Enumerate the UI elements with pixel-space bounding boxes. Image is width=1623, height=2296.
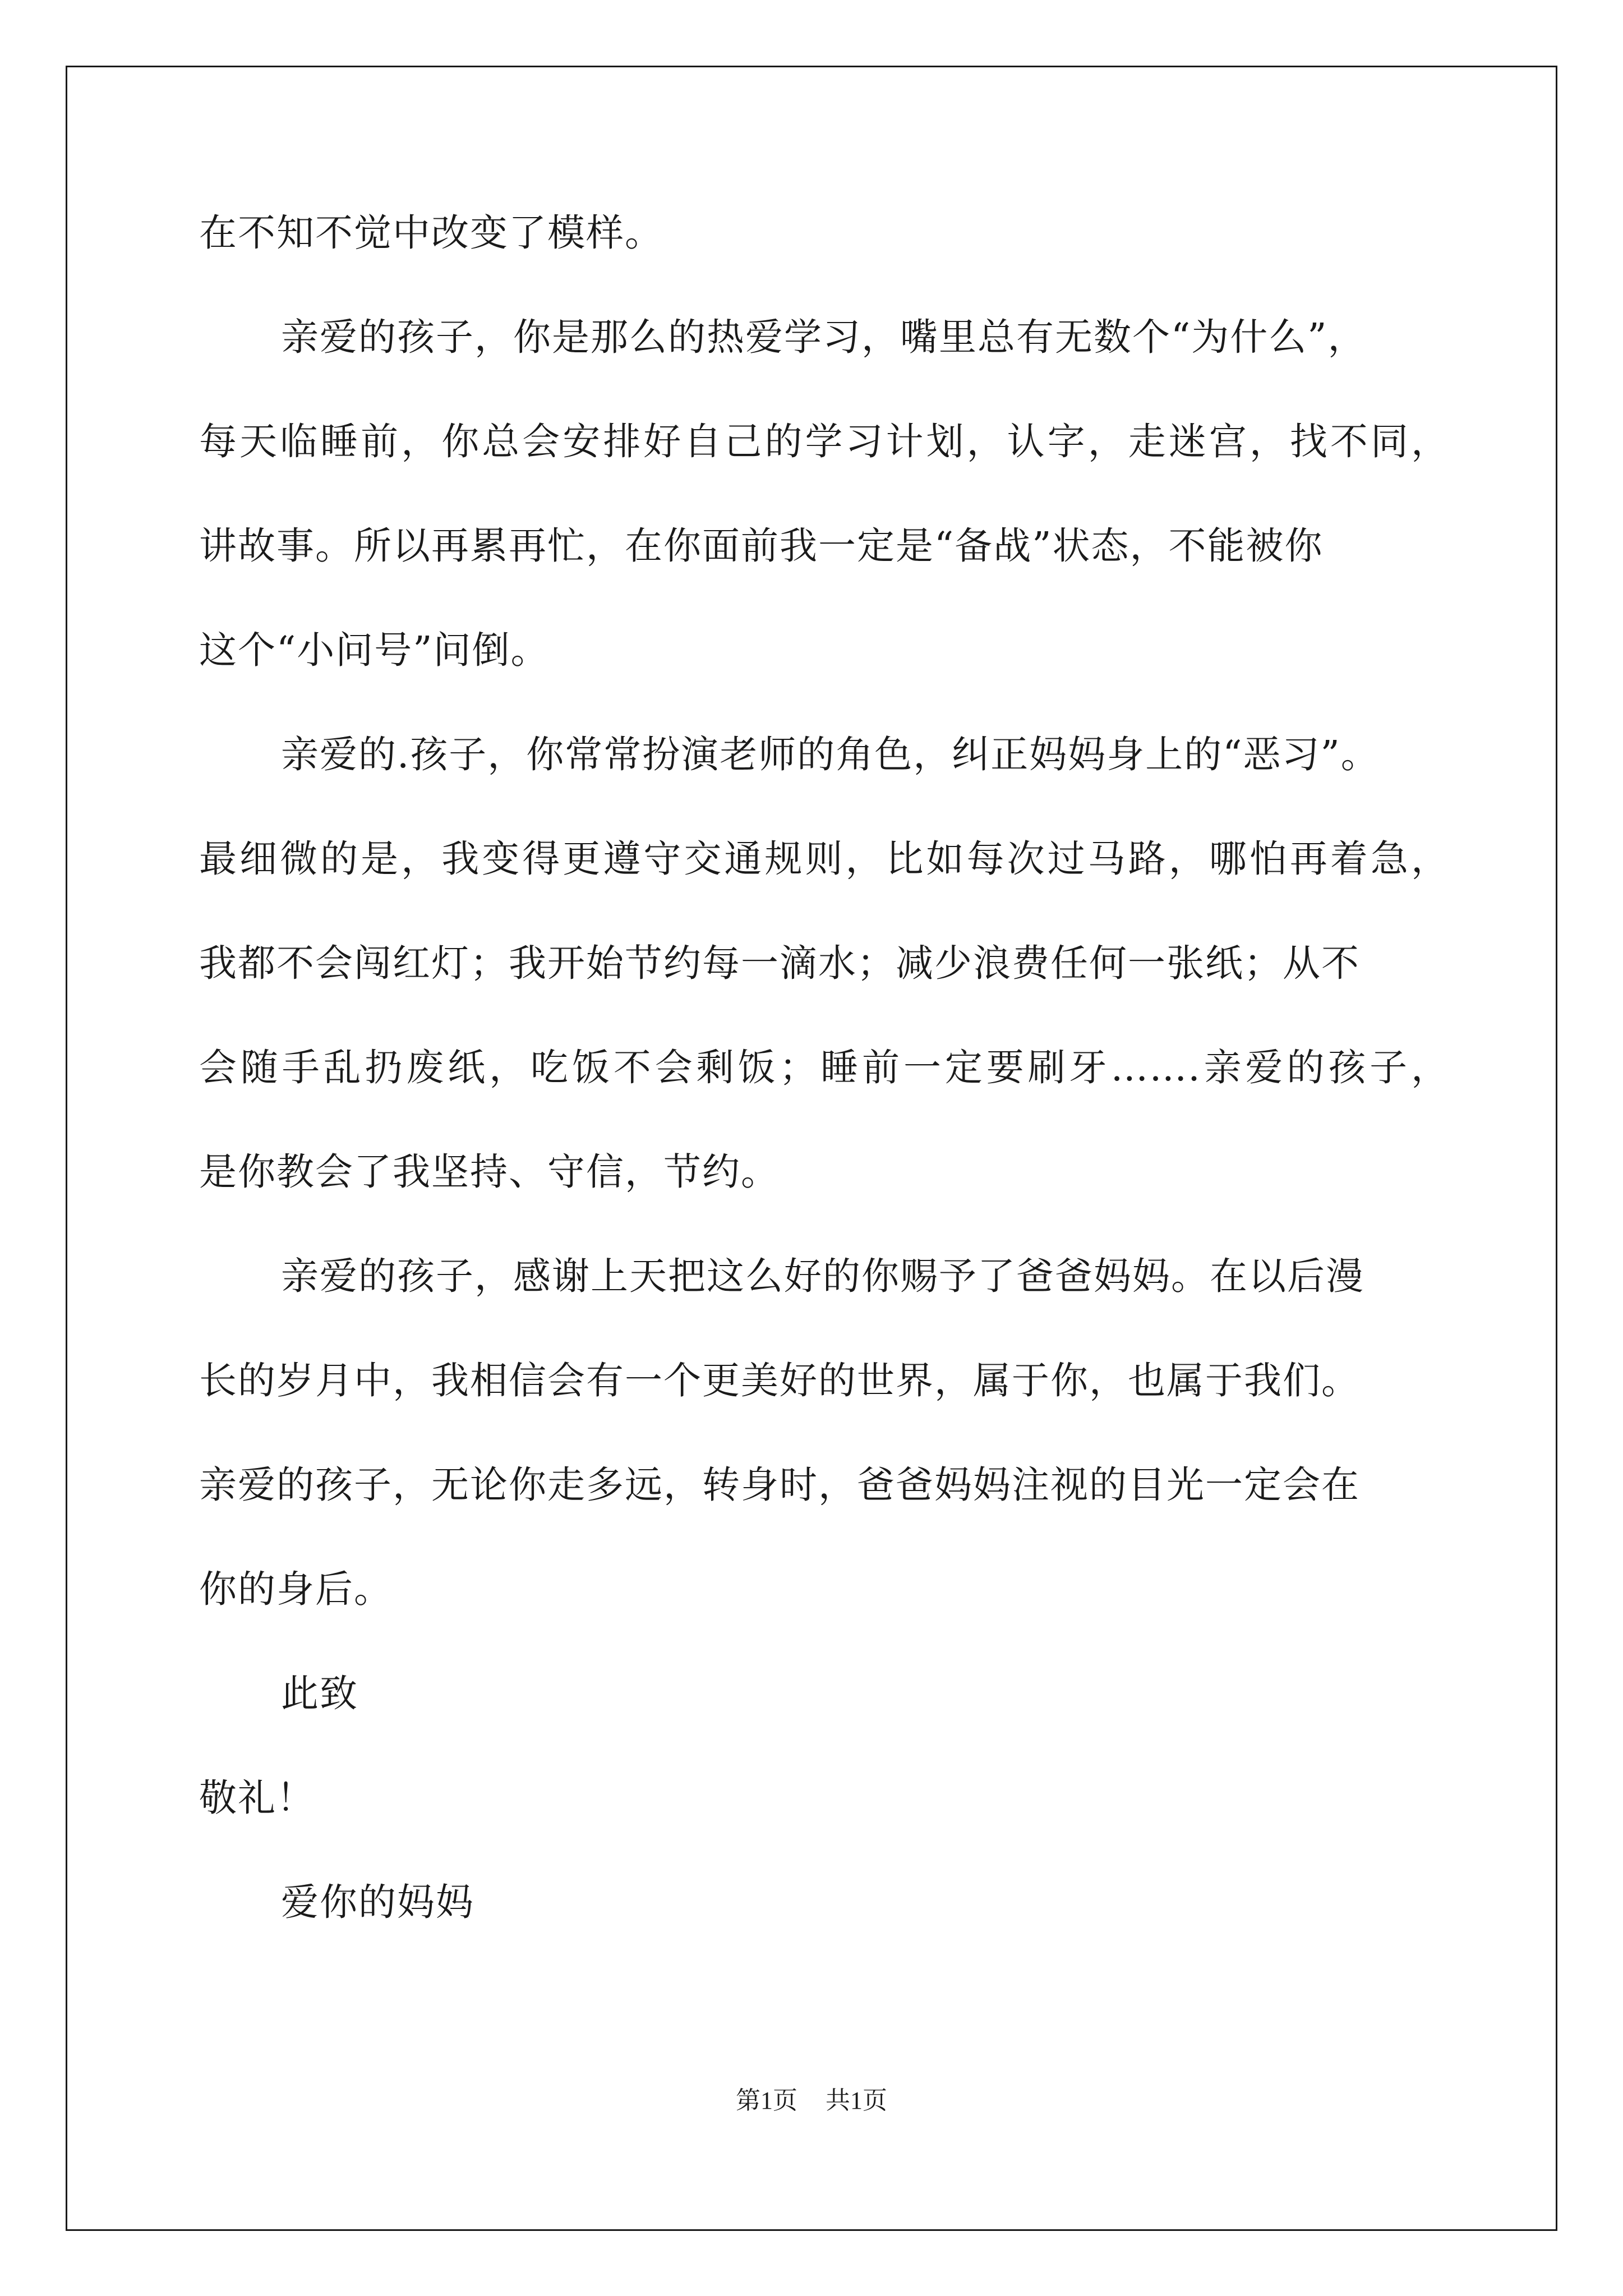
body-line: 讲故事。所以再累再忙，在你面前我一定是“备战”状态，不能被你 [199, 524, 1324, 568]
body-line: 你的身后。 [199, 1567, 393, 1611]
paragraph-start-line: 亲爱的孩子，感谢上天把这么好的你赐予了爸爸妈妈。在以后漫 [281, 1254, 1364, 1298]
body-line: 长的岁月中，我相信会有一个更美好的世界，属于你，也属于我们。 [199, 1359, 1360, 1402]
body-line: 会随手乱扔废纸，吃饭不会剩饭；睡前一定要刷牙…….亲爱的孩子， [199, 1046, 1450, 1089]
body-line: 每天临睡前，你总会安排好自己的学习计划，认字，走迷宫，找不同， [199, 420, 1450, 463]
page-number-total: 共1页 [826, 2087, 887, 2114]
body-line: 我都不会闯红灯；我开始节约每一滴水；减少浪费任何一张纸；从不 [199, 941, 1360, 985]
paragraph-start-line: 亲爱的.孩子，你常常扮演老师的角色，纠正妈妈身上的“恶习”。 [281, 733, 1380, 776]
body-line: 在不知不觉中改变了模样。 [199, 211, 663, 255]
body-line: 这个“小问号”问倒。 [199, 628, 550, 672]
body-line: 最细微的是，我变得更遵守交通规则，比如每次过马路，哪怕再着急， [199, 837, 1450, 881]
body-line: 亲爱的孩子，无论你走多远，转身时，爸爸妈妈注视的目光一定会在 [199, 1463, 1360, 1507]
closing-regards: 敬礼！ [199, 1776, 315, 1820]
closing-salutation: 此致 [281, 1672, 358, 1715]
page-number-current: 第1页 [736, 2087, 797, 2114]
paragraph-start-line: 亲爱的孩子，你是那么的热爱学习，嘴里总有无数个“为什么”， [281, 315, 1367, 359]
body-line: 是你教会了我坚持、守信，节约。 [199, 1150, 780, 1194]
page-footer [0, 2084, 1623, 2118]
signature: 爱你的妈妈 [281, 1880, 474, 1924]
